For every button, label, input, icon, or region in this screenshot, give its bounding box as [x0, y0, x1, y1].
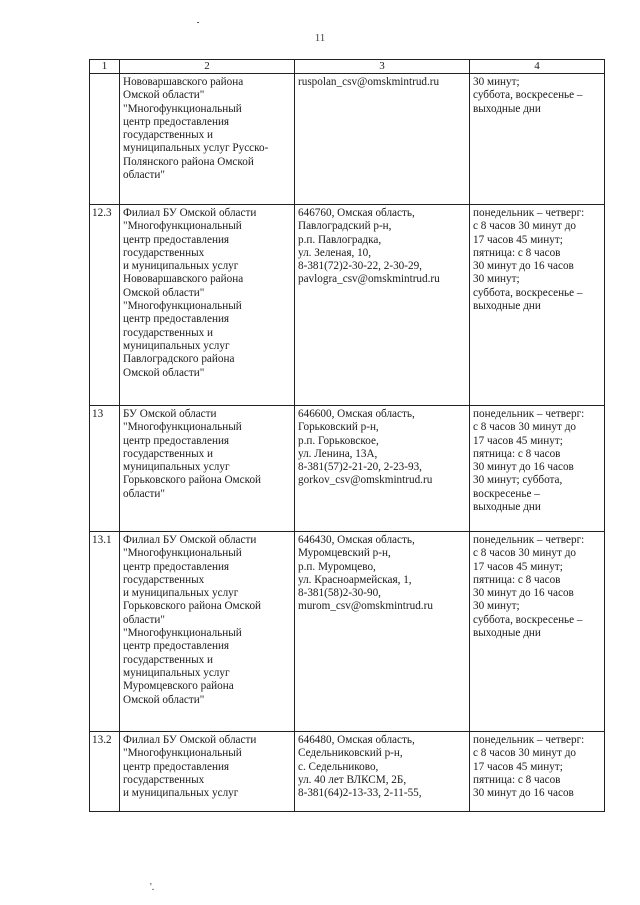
table-row: [90, 406, 605, 532]
column-header: 4: [470, 60, 605, 74]
row-number: [90, 74, 120, 205]
column-header: 1: [90, 60, 120, 74]
organization-name: БУ Омской области "Многофункциональный центр предоставления государственных и муниципальных услуг Горьковского района Омской области": [120, 406, 295, 532]
table-header-row: [90, 60, 605, 74]
scan-speck: [197, 22, 199, 23]
column-header: 2: [120, 60, 295, 74]
working-hours: понедельник – четверг: с 8 часов 30 минут до 17 часов 45 минут; пятница: с 8 часов 30 минут до 16 часов: [470, 732, 605, 812]
mfc-offices-table: [89, 59, 605, 812]
address-contacts: 646480, Омская область, Седельниковский р-н, с. Седельниково, ул. 40 лет ВЛКСМ, 2Б, 8-381(64)2-13-33, 2-11-55,: [295, 732, 470, 812]
organization-name: Филиал БУ Омской области "Многофункциональный центр предоставления государственных и муниципальных услуг: [120, 732, 295, 812]
row-number: 12.3: [90, 205, 120, 406]
table-row: [90, 732, 605, 812]
working-hours: 30 минут; суббота, воскресенье – выходные дни: [470, 74, 605, 205]
address-contacts: 646430, Омская область, Муромцевский р-н, р.п. Муромцево, ул. Красноармейская, 1, 8-381(58)2-30-90, murom_csv@omskmintrud.ru: [295, 532, 470, 732]
address-contacts: 646760, Омская область, Павлоградский р-н, р.п. Павлоградка, ул. Зеленая, 10, 8-381(72)2-30-22, 2-30-29, pavlogra_csv@omskmintrud.ru: [295, 205, 470, 406]
organization-name: Филиал БУ Омской области "Многофункциональный центр предоставления государственных и муниципальных услуг Нововаршавского района Омской области" "Многофункциональный центр предоставления государственных и муниципальных услуг Павлоградского района Омской области": [120, 205, 295, 406]
working-hours: понедельник – четверг: с 8 часов 30 минут до 17 часов 45 минут; пятница: с 8 часов 30 минут до 16 часов 30 минут; суббота, воскресенье – выходные дни: [470, 532, 605, 732]
address-contacts: 646600, Омская область, Горьковский р-н, р.п. Горьковское, ул. Ленина, 13А, 8-381(57)2-21-20, 2-23-93, gorkov_csv@omskmintrud.ru: [295, 406, 470, 532]
column-header: 3: [295, 60, 470, 74]
page-number: 11: [314, 32, 326, 44]
table-row: [90, 532, 605, 732]
organization-name: Филиал БУ Омской области "Многофункциональный центр предоставления государственных и муниципальных услуг Горьковского района Омской области" "Многофункциональный центр предоставления государственных и муниципальных услуг Муромцевского района Омской области": [120, 532, 295, 732]
row-number: 13: [90, 406, 120, 532]
row-number: 13.1: [90, 532, 120, 732]
organization-name: Нововаршавского района Омской области" "Многофункциональный центр предоставления государственных и муниципальных услуг Русско- Полянского района Омской области": [120, 74, 295, 205]
table-row: [90, 205, 605, 406]
working-hours: понедельник – четверг: с 8 часов 30 минут до 17 часов 45 минут; пятница: с 8 часов 30 минут до 16 часов 30 минут; суббота, воскресенье – выходные дни: [470, 406, 605, 532]
working-hours: понедельник – четверг: с 8 часов 30 минут до 17 часов 45 минут; пятница: с 8 часов 30 минут до 16 часов 30 минут; суббота, воскресенье – выходные дни: [470, 205, 605, 406]
row-number: 13.2: [90, 732, 120, 812]
address-contacts: ruspolan_csv@omskmintrud.ru: [295, 74, 470, 205]
table-row: [90, 74, 605, 205]
footer-mark: '.: [150, 882, 155, 893]
